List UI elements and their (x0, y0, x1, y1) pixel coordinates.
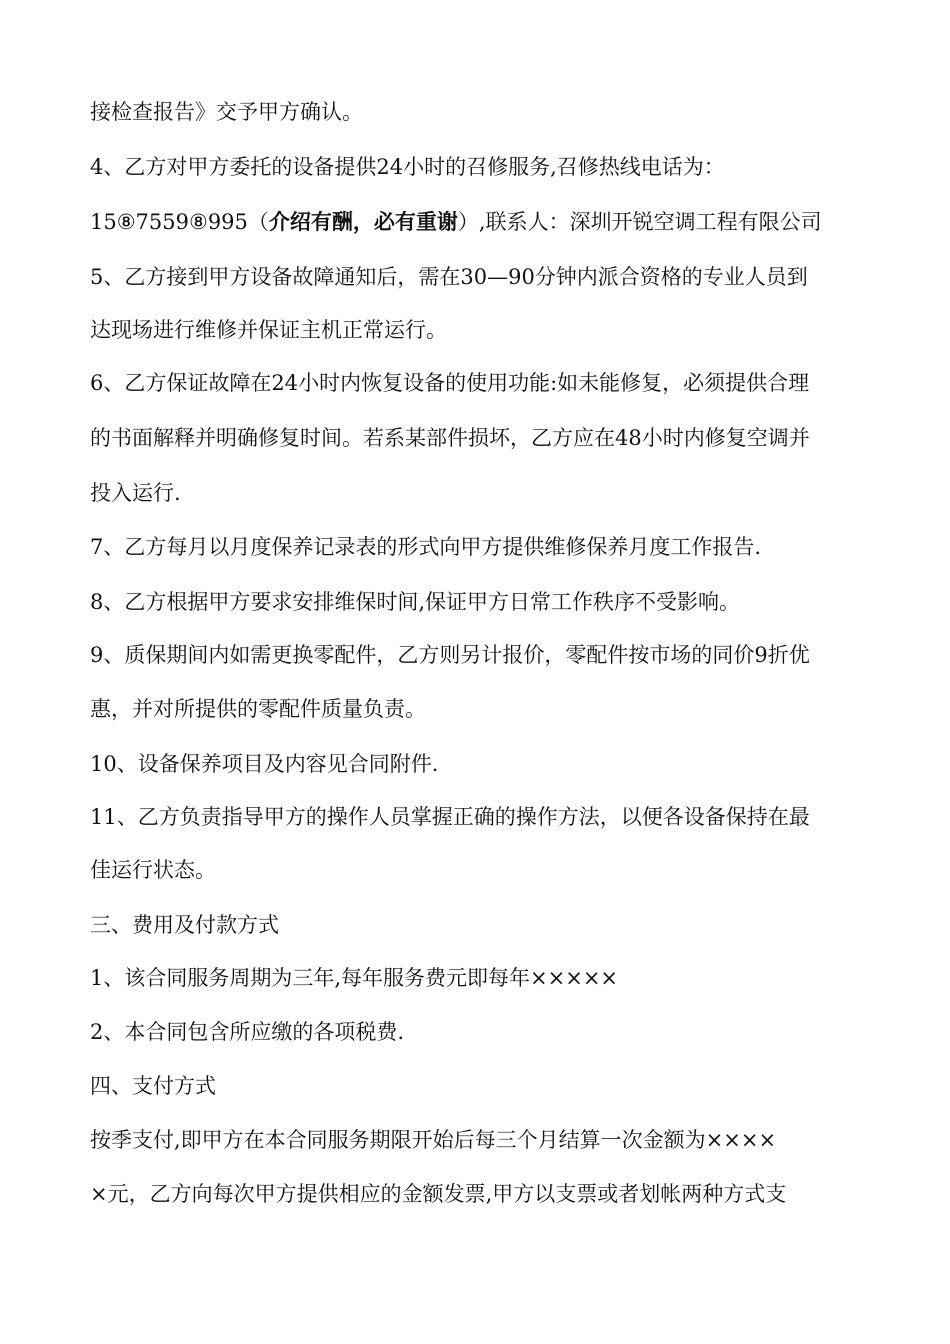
section-heading-fees: 三、费用及付款方式 (90, 913, 279, 937)
paragraph-line-8: 投入运行. (90, 481, 181, 505)
paragraph-line-4: 5、乙方接到甲方设备故障通知后，需在30—90分钟内派合资格的专业人员到 (90, 265, 808, 289)
paragraph-line-6: 6、乙方保证故障在24小时内恢复设备的使用功能:如未能修复，必须提供合理 (90, 371, 810, 395)
hotline-open-paren: （ (247, 210, 269, 234)
paragraph-line-15: 佳运行状态。 (90, 858, 216, 882)
hotline-line (90, 208, 860, 236)
paragraph-line-18: 2、本合同包含所应缴的各项税费. (90, 1020, 405, 1044)
paragraph-line-20: 按季支付,即甲方在本合同服务期限开始后每三个月结算一次金额为×××× (90, 1128, 777, 1152)
paragraph-line-9: 7、乙方每月以月度保养记录表的形式向甲方提供维修保养月度工作报告. (90, 535, 762, 559)
hotline-close-paren: ） (457, 210, 479, 234)
paragraph-line-14: 11、乙方负责指导甲方的操作人员掌握正确的操作方法，以便各设备保持在最 (90, 805, 810, 829)
hotline-contact: ,联系人：深圳开锐空调工程有限公司 (478, 210, 822, 234)
hotline-bold-note: 介绍有酬，必有重谢 (268, 209, 458, 234)
paragraph-line-2: 4、乙方对甲方委托的设备提供24小时的召修服务,召修热线电话为： (90, 155, 725, 179)
paragraph-line-1: 接检查报告》交予甲方确认。 (90, 100, 363, 124)
paragraph-line-7: 的书面解释并明确修复时间。若系某部件损坏，乙方应在48小时内修复空调并 (90, 426, 810, 450)
paragraph-line-12: 惠，并对所提供的零配件质量负责。 (90, 697, 426, 721)
paragraph-line-17: 1、该合同服务周期为三年,每年服务费元即每年××××× (90, 966, 619, 990)
paragraph-line-5: 达现场进行维修并保证主机正常运行。 (90, 318, 447, 342)
paragraph-line-21: ×元，乙方向每次甲方提供相应的金额发票,甲方以支票或者划帐两种方式支 (90, 1182, 787, 1206)
hotline-number: 15⑧7559⑧995 (90, 210, 248, 234)
paragraph-line-11: 9、质保期间内如需更换零配件，乙方则另计报价，零配件按市场的同价9折优 (90, 643, 810, 667)
paragraph-line-13: 10、设备保养项目及内容见合同附件. (90, 752, 439, 776)
paragraph-line-10: 8、乙方根据甲方要求安排维保时间,保证甲方日常工作秩序不受影响。 (90, 590, 741, 614)
section-heading-payment: 四、支付方式 (90, 1074, 216, 1098)
